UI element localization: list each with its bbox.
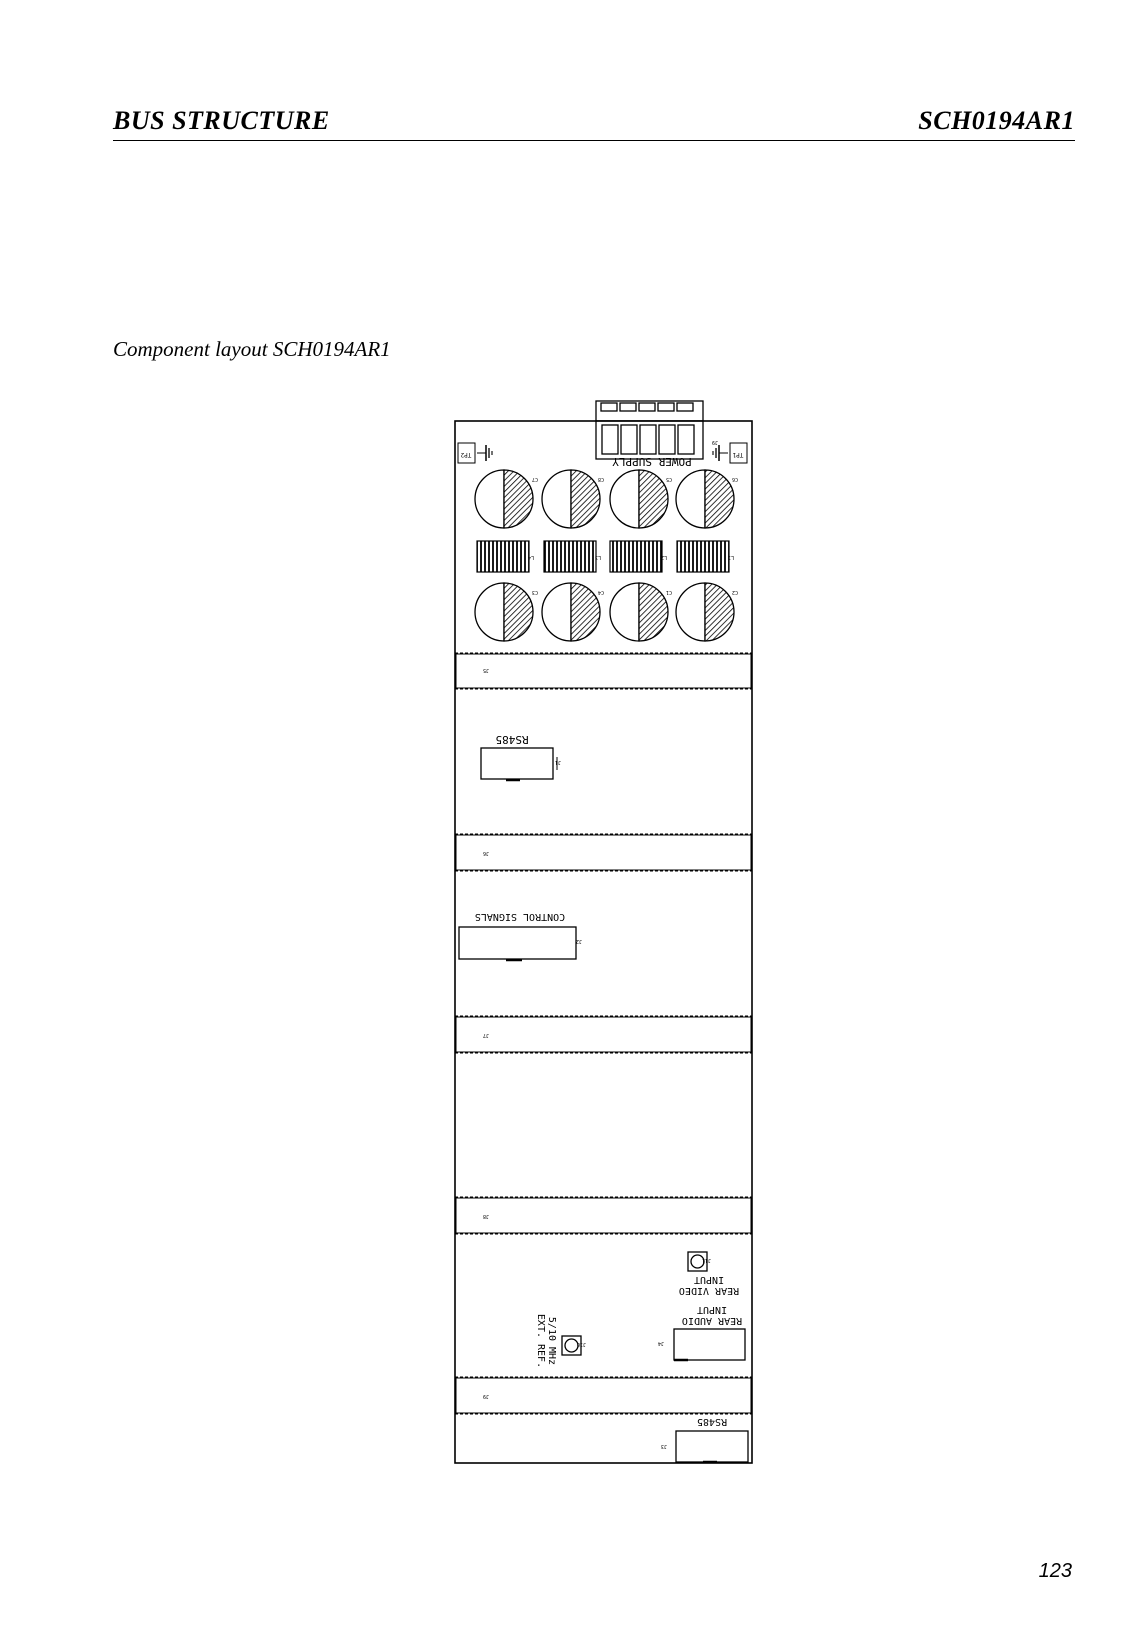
connector-band-j8: [455, 1197, 752, 1234]
capacitor-c8: [542, 470, 604, 528]
ref-tp2: TP2: [460, 451, 472, 458]
ref-c1: C1: [665, 589, 672, 595]
ref-c8: C8: [597, 476, 604, 482]
ref-c4: C4: [597, 589, 604, 595]
capacitor-c1: [610, 583, 672, 641]
capacitor-c5: [610, 470, 672, 528]
ref-c2: C2: [731, 589, 738, 595]
silkscreen-ext-ref-freq: 5/10 MHz: [546, 1316, 557, 1366]
ref-j1: J1: [554, 759, 561, 765]
inductor-l2: [610, 541, 667, 572]
figure-caption: Component layout SCH0194AR1: [113, 337, 391, 361]
silkscreen-power-supply: POWER SUPPLY: [612, 455, 692, 468]
silkscreen-rs485: RS485: [495, 733, 529, 746]
ref-j11: J11: [701, 1257, 711, 1263]
ref-l4: L4: [527, 554, 534, 560]
connector-band-j5: [455, 653, 752, 689]
capacitor-c7: [475, 470, 538, 528]
ref-c6: C6: [731, 476, 738, 482]
inductor-l1: [677, 541, 734, 572]
ref-j3: J3: [660, 1443, 667, 1449]
inductor-l4: [477, 541, 534, 572]
control-signals-header-j2: [459, 911, 582, 960]
ref-j9: J9: [711, 439, 718, 445]
connector-band-j6: [455, 834, 752, 871]
rs485-header-j3: [661, 1416, 748, 1462]
ref-l2: L2: [660, 554, 667, 560]
connector-band-j7: [455, 1016, 752, 1053]
test-point-tp1: [713, 443, 747, 463]
ref-j6: J6: [482, 850, 489, 856]
ref-j9b: J9: [482, 1393, 489, 1399]
ref-j2: J2: [575, 938, 582, 944]
silkscreen-rear-audio-input: INPUT: [696, 1304, 728, 1315]
ref-c3: C3: [531, 589, 538, 595]
silkscreen-rear-video: REAR VIDEO: [678, 1285, 740, 1296]
silkscreen-rear-video-input: INPUT: [693, 1274, 725, 1285]
page-number: 123: [1038, 1560, 1072, 1582]
ref-c7: C7: [531, 476, 538, 482]
capacitor-c4: [542, 583, 604, 641]
silkscreen-rs485-bottom: RS485: [696, 1416, 728, 1427]
power-connector: [596, 401, 703, 459]
ref-c5: C5: [665, 476, 672, 482]
capacitor-c6: [676, 470, 738, 528]
ref-l1: L1: [727, 554, 734, 560]
rear-audio-input-j4: [658, 1304, 745, 1360]
board-code-title: SCH0194AR1: [918, 106, 1075, 135]
ref-j10: J10: [576, 1341, 586, 1347]
capacitor-c3: [475, 583, 538, 641]
rs485-header-j1: [481, 733, 561, 780]
ref-j8: J8: [482, 1213, 489, 1219]
capacitor-c2: [676, 583, 738, 641]
ref-l3: L3: [594, 554, 601, 560]
inductor-l3: [544, 541, 601, 572]
connector-band-j9: [455, 1377, 752, 1414]
ref-j5: J5: [482, 667, 489, 673]
ref-j4: J4: [657, 1340, 664, 1346]
silkscreen-rear-audio: REAR AUDIO: [681, 1315, 743, 1326]
silkscreen-control-signals: CONTROL SIGNALS: [474, 911, 566, 922]
section-title: BUS STRUCTURE: [113, 106, 330, 135]
ext-ref-input-j10: [535, 1314, 586, 1368]
ref-j7: J7: [482, 1032, 489, 1038]
test-point-tp2: [458, 443, 492, 463]
rear-video-input-j11: [679, 1252, 739, 1296]
ref-tp1: TP1: [732, 451, 744, 458]
silkscreen-ext-ref: EXT. REF.: [535, 1313, 546, 1369]
